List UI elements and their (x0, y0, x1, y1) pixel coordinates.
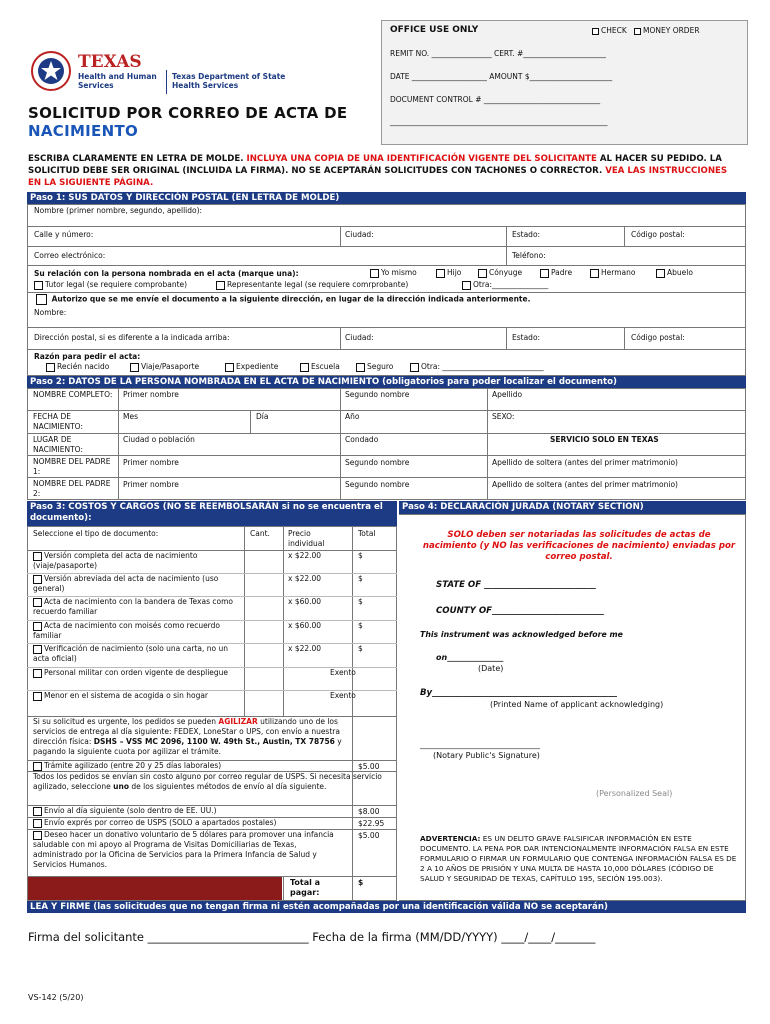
donate-label: Deseo hacer un donativo voluntario de 5 dólares para promover una infancia saludable con mi apoyo al Programa de Visitas Domiciliarias de Texas, administrado por la Oficina de Servicios para la Primera Infancia de Salud y Servicios Humanos. (33, 830, 334, 869)
state-label: Estado: (512, 230, 541, 239)
fee-item-price: x $60.00 (288, 597, 322, 606)
divider (624, 226, 625, 246)
divider (340, 226, 341, 246)
father2-middle: Segundo nombre (345, 480, 410, 489)
fee-item-price: x $22.00 (288, 574, 322, 583)
state2-label: Estado: (512, 333, 541, 342)
other-rel-checkbox[interactable] (462, 281, 471, 290)
dshs-logo (30, 48, 290, 98)
fee-item-price: Exento (330, 691, 356, 700)
col-price: Precio individual (288, 529, 325, 548)
fee-item-label: Acta de nacimiento con moisés como recuerdo familiar (33, 621, 220, 640)
rel-self-label: Yo mismo (381, 268, 417, 277)
county-of-field[interactable]: COUNTY OF__________________________ (436, 606, 604, 616)
divider (506, 327, 507, 349)
fee-item-total[interactable]: $ (358, 644, 363, 653)
father1-maiden: Apellido de soltera (antes del primer matrimonio) (492, 458, 678, 467)
step3-header: Paso 3: COSTOS Y CARGOS (NO SE REEMBOLSARÁN si no se encuentra el documento): (27, 501, 397, 526)
divider (27, 667, 397, 668)
name-label: Nombre (primer nombre, segundo, apellido): (34, 206, 203, 215)
notary-sig-line[interactable]: ________________________________ (420, 740, 540, 749)
title-line1: SOLICITUD POR CORREO DE ACTA DE (28, 104, 348, 122)
next-day-label: Envío al día siguiente (solo dentro de EE. UU.) (44, 806, 217, 815)
total-fill (28, 877, 282, 900)
col-doc: Seleccione el tipo de documento: (33, 529, 159, 538)
city-town-label: Ciudad o población (123, 435, 195, 444)
mailing-label: Dirección postal, si es diferente a la indicada arriba: (34, 333, 230, 342)
year-label: Año (345, 412, 360, 421)
warning-body: ES UN DELITO GRAVE FALSIFICAR INFORMACIÓN EN ESTE DOCUMENTO. LA PENA POR DAR INTENCIONALMENTE INFORMACIÓN FALSA EN ESTE FORMULARIO O FIRMAR UN FORMULARIO QUE CONTENGA INFORMACIÓN FALSA ES DE 2 A 10 AÑOS DE PRISIÓN Y UNA MULTA DE HASTA 10,000 DÓLARES (CÓDIGO DE SALUD Y SEGURIDAD DE TEXAS, CAPÍTULO 195, SECIÓN 195.003). (420, 834, 737, 883)
intro-p1: ESCRIBA CLARAMENTE EN LETRA DE MOLDE. (28, 154, 247, 164)
divider (27, 596, 397, 597)
reason-other-checkbox[interactable] (410, 363, 419, 372)
divider (27, 455, 746, 456)
intro-p2: AL HACER SU PEDIDO. LA SOLICITUD DEBE SER ORIGINAL (INCLUIDA LA FIRMA). NO SE ACEPTARÁN SOLICITUDES CON TACHONES O CORRECTOR. (28, 154, 722, 176)
total-label: Total a pagar: (290, 878, 321, 897)
document-control-field[interactable]: DOCUMENT CONTROL # _______________________________ (390, 95, 601, 104)
fee-item (33, 551, 241, 571)
fee-item-total[interactable]: $ (358, 551, 363, 560)
month-label: Mes (123, 412, 138, 421)
reason-school-label: Escuela (311, 362, 340, 371)
donate-price: $5.00 (358, 831, 380, 840)
divider (244, 526, 245, 716)
fee-item-checkbox[interactable] (33, 598, 42, 607)
col-qty: Cant. (250, 529, 270, 538)
divider (27, 265, 746, 266)
street-label: Calle y número: (34, 230, 94, 239)
money-order-label: MONEY ORDER (643, 26, 700, 35)
printed-caption: (Printed Name of applicant acknowledging) (490, 700, 664, 709)
authorize-label: Autorizo que se me envíe el documento a la siguiente dirección, en lugar de la dirección indicada anteriormente. (51, 294, 531, 304)
reason-insurance-label: Seguro (367, 362, 394, 371)
rel-self-checkbox[interactable] (370, 269, 379, 278)
rel-spouse-label: Cónyuge (489, 268, 523, 277)
seal-caption: (Personalized Seal) (596, 789, 673, 798)
fee-item (33, 644, 241, 664)
first-name-label: Primer nombre (123, 390, 179, 399)
father2-label: NOMBRE DEL PADRE 2: (33, 479, 111, 498)
step2-header: Paso 2: DATOS DE LA PERSONA NOMBRADA EN EL ACTA DE NACIMIENTO (obligatorios para poder localizar el documento) (27, 376, 746, 388)
col-total: Total (358, 529, 376, 538)
fee-item (33, 621, 241, 641)
rel-spouse-checkbox[interactable] (478, 269, 487, 278)
rel-parent-checkbox[interactable] (540, 269, 549, 278)
check-checkbox[interactable] (592, 28, 599, 35)
logo-texas: TEXAS (78, 52, 142, 72)
reason-record-checkbox[interactable] (225, 363, 234, 372)
intro-p1-red: INCLUYA UNA COPIA DE UNA IDENTIFICACIÓN VIGENTE DEL SOLICITANTE (246, 154, 597, 164)
rel-grandparent-label: Abuelo (667, 268, 693, 277)
reason-label: Razón para pedir el acta: (34, 352, 141, 361)
texas-seal-icon (30, 48, 72, 94)
rel-sibling-checkbox[interactable] (590, 269, 599, 278)
reason-other-field[interactable]: Otra: ___________________________ (421, 362, 544, 371)
urgent-red: AGILIZAR (218, 717, 258, 726)
county-label: Condado (345, 435, 379, 444)
fee-item-label: Acta de nacimiento con la bandera de Texas como recuerdo familiar (33, 597, 233, 616)
zip2-label: Código postal: (631, 333, 685, 342)
fee-item-label: Verificación de nacimiento (solo una carta, no un acta oficial) (33, 644, 228, 663)
divider (624, 327, 625, 349)
office-blank-line[interactable]: __________________________________________________________ (390, 117, 608, 126)
usps-express-price: $22.95 (358, 819, 385, 828)
divider (27, 292, 746, 293)
expedite-price: $5.00 (358, 762, 380, 771)
date-field[interactable]: DATE ____________________ AMOUNT $______________________ (390, 72, 613, 81)
divider (340, 327, 341, 349)
reason-record-label: Expediente (236, 362, 279, 371)
father1-first: Primer nombre (123, 458, 179, 467)
form-id: VS-142 (5/20) (28, 993, 84, 1002)
on-date-field[interactable]: on______________ (436, 653, 504, 662)
divider (118, 388, 119, 500)
authorize-checkbox[interactable] (36, 294, 47, 305)
usps-express-label: Envío exprés por correo de USPS (SOLO a apartados postales) (44, 818, 277, 827)
next-day-price: $8.00 (358, 807, 380, 816)
ack-text: This instrument was acknowledged before me (420, 630, 623, 639)
fee-item-checkbox[interactable] (33, 645, 42, 654)
other-rel-field[interactable]: Otra:_______________ (473, 280, 549, 289)
sign-header: LEA Y FIRME (las solicitudes que no tengan firma ni estén acompañadas por una identificación válida NO se aceptarán) (27, 901, 746, 913)
rel-son-checkbox[interactable] (436, 269, 445, 278)
fee-item-total[interactable]: $ (358, 597, 363, 606)
city-label: Ciudad: (345, 230, 374, 239)
divider (27, 349, 746, 350)
urgent-a: Si su solicitud es urgente, los pedidos se pueden (33, 717, 219, 726)
fee-item (33, 597, 241, 617)
logo-dshs: Texas Department of State Health Services (172, 72, 286, 90)
remit-field[interactable]: REMIT NO. ________________ CERT. #______________________ (390, 49, 606, 58)
rel-son-label: Hijo (447, 268, 462, 277)
fee-item (33, 668, 241, 678)
intro-p2-red: VEA LAS INSTRUCCIONES EN LA SIGUIENTE PÁGINA. (28, 166, 728, 188)
usps-b: de los siguientes métodos de envío al día siguiente. (129, 782, 327, 791)
divider (27, 246, 746, 247)
reason-newborn-checkbox[interactable] (46, 363, 55, 372)
rel-parent-label: Padre (551, 268, 573, 277)
fee-item-price: x $22.00 (288, 551, 322, 560)
father2-maiden: Apellido de soltera (antes del primer matrimonio) (492, 480, 678, 489)
fee-item-price: x $22.00 (288, 644, 322, 653)
step1-header: Paso 1: SUS DATOS Y DIRECCIÓN POSTAL (EN LETRA DE MOLDE) (27, 192, 746, 204)
money-order-checkbox[interactable] (634, 28, 641, 35)
instructions-text (28, 153, 740, 189)
by-field[interactable]: By___________________________________________ (420, 688, 617, 698)
relation-label: Su relación con la persona nombrada en el acta (marque una): (34, 269, 299, 278)
logo-divider (166, 70, 167, 94)
fee-item (33, 691, 241, 701)
logo-hhs: Health and Human Services (78, 72, 157, 90)
divider (27, 410, 746, 411)
tx-only-label: SERVICIO SOLO EN TEXAS (550, 435, 659, 444)
fee-item-label: Versión completa del acta de nacimiento (viaje/pasaporte) (33, 551, 198, 570)
divider (250, 410, 251, 433)
fee-item-price: Exento (330, 668, 356, 677)
dob-label: FECHA DE NACIMIENTO: (33, 412, 83, 431)
urgent-b: utilizando uno de los servicios de entrega al día siguiente: FEDEX, LoneStar o UPS, con envío a nuestra dirección física: (33, 717, 340, 746)
signature-line[interactable]: Firma del solicitante ____________________________ Fecha de la firma (MM/DD/YYYY) ____/____/_______ (28, 930, 596, 944)
tutor-checkbox[interactable] (34, 281, 43, 290)
father1-middle: Segundo nombre (345, 458, 410, 467)
divider (27, 327, 746, 328)
total-value[interactable]: $ (358, 878, 364, 887)
divider (487, 388, 488, 500)
pob-label: LUGAR DE NACIMIENTO: (33, 435, 83, 454)
notary-sig-caption: (Notary Public's Signature) (433, 751, 540, 760)
zip-label: Código postal: (631, 230, 685, 239)
fee-item-checkbox[interactable] (33, 692, 42, 701)
fee-item-price: x $60.00 (288, 621, 322, 630)
reason-newborn-label: Recién nacido (57, 362, 110, 371)
middle-name-label: Segundo nombre (345, 390, 410, 399)
page-title (28, 104, 347, 140)
divider (27, 226, 746, 227)
name2-label: Nombre: (34, 308, 67, 317)
usps-express-checkbox[interactable] (33, 819, 42, 828)
fee-item-checkbox[interactable] (33, 622, 42, 631)
title-line2: NACIMIENTO (28, 122, 139, 140)
father1-label: NOMBRE DEL PADRE 1: (33, 457, 111, 476)
city2-label: Ciudad: (345, 333, 374, 342)
notary-note: SOLO deben ser notariadas las solicitudes de actas de nacimiento (y NO las verificaciones de nacimiento) enviadas por correo postal. (422, 530, 736, 562)
fee-item-checkbox[interactable] (33, 669, 42, 678)
reason-passport-checkbox[interactable] (130, 363, 139, 372)
usps-a: Todos los pedidos se envían sin costo alguno por correo regular de USPS. Si necesita servicio agilizado, seleccione (33, 772, 382, 791)
full-name-label: NOMBRE COMPLETO: (33, 390, 113, 399)
divider (340, 388, 341, 500)
divider (27, 433, 746, 434)
divider (27, 643, 397, 644)
reason-school-checkbox[interactable] (300, 363, 309, 372)
fee-item-checkbox[interactable] (33, 575, 42, 584)
day-label: Día (256, 412, 269, 421)
divider (27, 620, 397, 621)
divider (283, 876, 284, 901)
tutor-label: Tutor legal (se requiere comprobante) (45, 280, 188, 289)
fee-item-label: Menor en el sistema de acogida o sin hogar (44, 691, 209, 700)
state-of-field[interactable]: STATE OF __________________________ (436, 580, 596, 590)
fee-item-total[interactable]: $ (358, 574, 363, 583)
fee-item-label: Personal militar con orden vigente de despliegue (44, 668, 229, 677)
urgent-text (33, 717, 351, 757)
reason-insurance-checkbox[interactable] (356, 363, 365, 372)
fee-item (33, 574, 241, 594)
email-label: Correo electrónico: (34, 251, 106, 260)
father2-first: Primer nombre (123, 480, 179, 489)
rel-sibling-label: Hermano (601, 268, 636, 277)
phone-label: Teléfono: (512, 251, 546, 260)
usps-text (33, 772, 391, 792)
urgent-c: y pagando la siguiente cuota por agilizar el trámite. (33, 737, 342, 756)
usps-uno: uno (113, 782, 129, 791)
last-name-label: Apellido (492, 390, 523, 399)
date-caption: (Date) (478, 664, 504, 673)
sex-label: SEXO: (492, 412, 515, 421)
divider (27, 573, 397, 574)
rep-label: Representante legal (se requiere comrprobante) (227, 280, 409, 289)
next-day-checkbox[interactable] (33, 807, 42, 816)
warning-bold: ADVERTENCIA: (420, 834, 481, 843)
fee-item-checkbox[interactable] (33, 552, 42, 561)
expedite-label: Trámite agilizado (entre 20 y 25 días laborales) (44, 761, 222, 770)
donate-checkbox[interactable] (33, 831, 42, 840)
divider (352, 526, 353, 901)
office-title: OFFICE USE ONLY (390, 25, 479, 35)
fee-item-label: Versión abreviada del acta de nacimiento (uso general) (33, 574, 219, 593)
expedite-checkbox[interactable] (33, 762, 42, 771)
warning-text (420, 834, 740, 884)
office-use-box (381, 20, 748, 145)
rel-grandparent-checkbox[interactable] (656, 269, 665, 278)
check-label: CHECK (601, 26, 627, 35)
rep-checkbox[interactable] (216, 281, 225, 290)
step4-header: Paso 4: DECLARACIÓN JURADA (NOTARY SECTION) (399, 501, 746, 514)
fee-item-total[interactable]: $ (358, 621, 363, 630)
divider (27, 690, 397, 691)
reason-passport-label: Viaje/Pasaporte (141, 362, 200, 371)
divider (283, 526, 284, 716)
divider (27, 477, 746, 478)
urgent-addr: DSHS – VSS MC 2096, 1100 W. 49th St., Austin, TX 78756 (93, 737, 335, 746)
